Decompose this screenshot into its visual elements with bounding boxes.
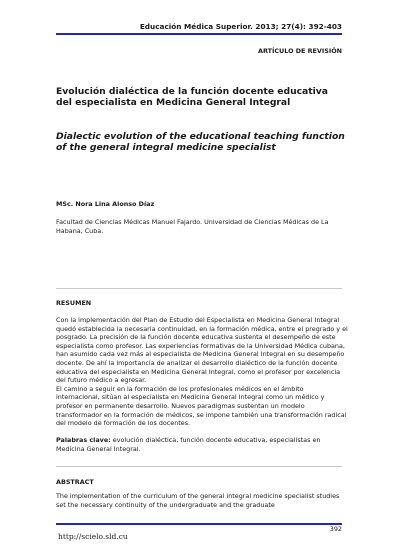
abstract-heading: ABSTRACT: [56, 478, 94, 486]
header-rule: [56, 33, 342, 35]
section-divider: [56, 466, 342, 467]
page-number: 392: [329, 525, 342, 533]
journal-citation-header: Educación Médica Superior. 2013; 27(4): 392-403: [139, 22, 342, 31]
footer-url: http://scielo.sld.cu: [58, 532, 128, 541]
resumen-heading: RESUMEN: [56, 299, 92, 307]
keywords-label: Palabras clave:: [56, 436, 111, 444]
author-name: MSc. Nora Lina Alonso Díaz: [56, 200, 155, 208]
author-affiliation: Facultad de Ciencias Médicas Manuel Fajardo. Universidad de Ciencias Médicas de La Habana, Cuba.: [56, 218, 329, 235]
resumen-body: [56, 316, 348, 428]
resumen-paragraph: Con la implementación del Plan de Estudio del Especialista en Medicina General Integral quedó establecida la necesaria continuidad, en la formación médica, entre el pregrado y el posgrado. La precisión de la función docente educativa sustenta el desempeño de este especialista como profesor. Las experiencias formativas de la Universidad Médica cubana, han asumido cada vez más al especialista de Medicina General Integral en su desempeño docente. De ahí la importancia de analizar el desarrollo dialéctico de la función docente educativa del especialista en Medicina General Integral, como el profesor por excelencia del futuro médico a egresar.: [56, 316, 348, 385]
article-type-label: ARTÍCULO DE REVISIÓN: [258, 47, 342, 55]
section-divider: [56, 288, 342, 289]
abstract-body: The implementation of the curriculum of the general integral medicine specialist studies set the necessary continuity of the undergraduate and the graduate: [56, 492, 340, 509]
keywords: [56, 436, 348, 453]
title-english: Dialectic evolution of the educational teaching function of the general integral medicine specialist: [56, 131, 345, 154]
resumen-paragraph: El camino a seguir en la formación de los profesionales médicos en el ámbito internacional, sitúan al especialista en Medicina General Integral como un médico y profesor en permanente desarrollo. Nuevos paradigmas sustentan un modelo transformador en la formación de médicos, se impone también una transformación radical del modelo de formación de los docentes.: [56, 384, 347, 428]
title-spanish: Evolución dialéctica de la función docente educativa del especialista en Medicina General Integral: [56, 86, 328, 109]
keywords-text: evolución dialéctica, función docente educativa, especialistas en Medicina General Integral.: [56, 436, 321, 453]
